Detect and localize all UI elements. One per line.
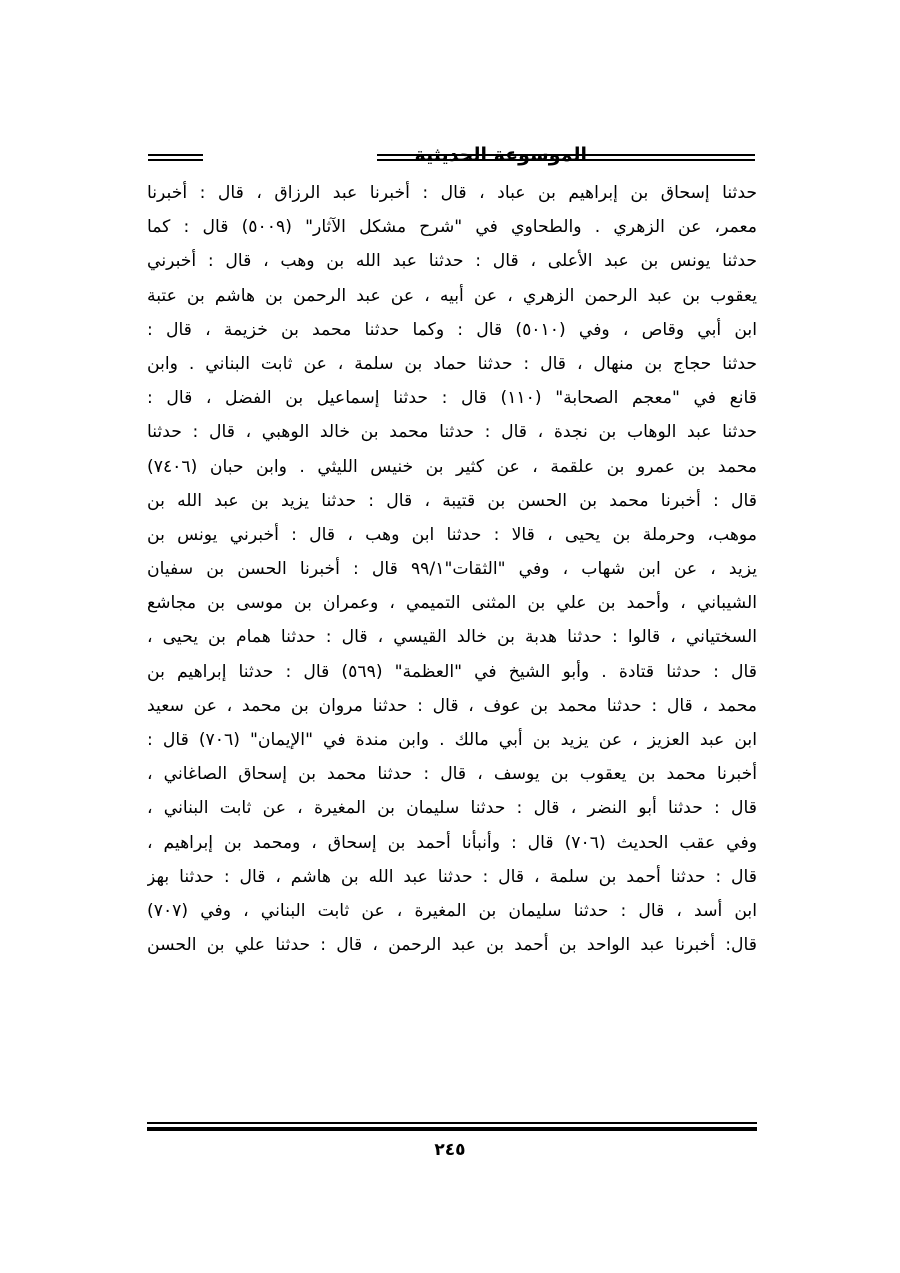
text-line: ابن عبد العزيز ، عن يزيد بن أبي مالك . وابن مندة في "الإيمان" (٧٠٦) قال : <box>147 730 757 750</box>
text-line: قال : حدثنا أحمد بن سلمة ، قال : حدثنا عبد الله بن هاشم ، قال : حدثنا بهز <box>147 866 757 887</box>
text-line: قال : حدثنا قتادة . وأبو الشيخ في "العظمة" (٥٦٩) قال : حدثنا إبراهيم بن <box>147 661 757 682</box>
text-line: حدثنا يونس بن عبد الأعلى ، قال : حدثنا عبد الله بن وهب ، قال : أخبرني <box>147 251 757 272</box>
text-line: حدثنا حجاج بن منهال ، قال : حدثنا حماد بن سلمة ، عن ثابت البناني . وابن <box>147 353 757 374</box>
text-line: الشيباني ، وأحمد بن علي بن المثنى التميمي ، وعمران بن موسى بن مجاشع <box>147 593 757 614</box>
text-line: يعقوب بن عبد الرحمن الزهري ، عن أبيه ، عن عبد الرحمن بن هاشم بن عتبة <box>147 285 757 306</box>
text-line: يزيد ، عن ابن شهاب ، وفي "الثقات"٩٩/١ قال : أخبرنا الحسن بن سفيان <box>147 559 757 580</box>
header-rule-right <box>377 154 755 161</box>
footer-rule <box>147 1122 757 1131</box>
text-line: ابن أسد ، قال : حدثنا سليمان بن المغيرة ، عن ثابت البناني ، وفي (٧٠٧) <box>147 900 757 921</box>
text-line: أخبرنا محمد بن يعقوب بن يوسف ، قال : حدثنا محمد بن إسحاق الصاغاني ، <box>147 764 757 785</box>
text-line: قال : حدثنا أبو النضر ، قال : حدثنا سليمان بن المغيرة ، عن ثابت البناني ، <box>147 798 757 819</box>
body-text <box>147 176 757 962</box>
text-line: حدثنا عبد الوهاب بن نجدة ، قال : حدثنا محمد بن خالد الوهبي ، قال : حدثنا <box>147 422 757 443</box>
text-line: قال : أخبرنا محمد بن الحسن بن قتيبة ، قال : حدثنا يزيد بن عبد الله بن <box>147 490 757 511</box>
text-line: معمر، عن الزهري . والطحاوي في "شرح مشكل الآثار" (٥٠٠٩) قال : كما <box>147 217 757 238</box>
text-line: محمد بن عمرو بن علقمة ، عن كثير بن خنيس الليثي . وابن حبان (٧٤٠٦) <box>147 456 757 477</box>
text-line: محمد ، قال : حدثنا محمد بن عوف ، قال : حدثنا مروان بن محمد ، عن سعيد <box>147 695 757 716</box>
text-line: السختياني ، قالوا : حدثنا هدبة بن خالد القيسي ، قال : حدثنا همام بن يحيى ، <box>147 627 757 648</box>
header-title: الموسوعة الحديثية <box>414 144 587 166</box>
running-header <box>148 140 755 172</box>
text-line: حدثنا إسحاق بن إبراهيم بن عباد ، قال : أخبرنا عبد الرزاق ، قال : أخبرنا <box>147 183 757 203</box>
text-line: موهب، وحرملة بن يحيى ، قالا : حدثنا ابن وهب ، قال : أخبرني يونس بن <box>147 524 757 545</box>
text-line: قانع في "معجم الصحابة" (١١٠) قال : حدثنا إسماعيل بن الفضل ، قال : <box>147 388 757 409</box>
page-number: ٢٤٥ <box>434 1140 466 1160</box>
text-line: وفي عقب الحديث (٧٠٦) قال : وأنبأنا أحمد بن إسحاق ، ومحمد بن إبراهيم ، <box>147 832 757 853</box>
header-rule-left <box>148 154 203 161</box>
text-line: ابن أبي وقاص ، وفي (٥٠١٠) قال : وكما حدثنا محمد بن خزيمة ، قال : <box>147 319 757 340</box>
text-line: قال: أخبرنا عبد الواحد بن أحمد بن عبد الرحمن ، قال : حدثنا علي بن الحسن <box>147 935 757 956</box>
